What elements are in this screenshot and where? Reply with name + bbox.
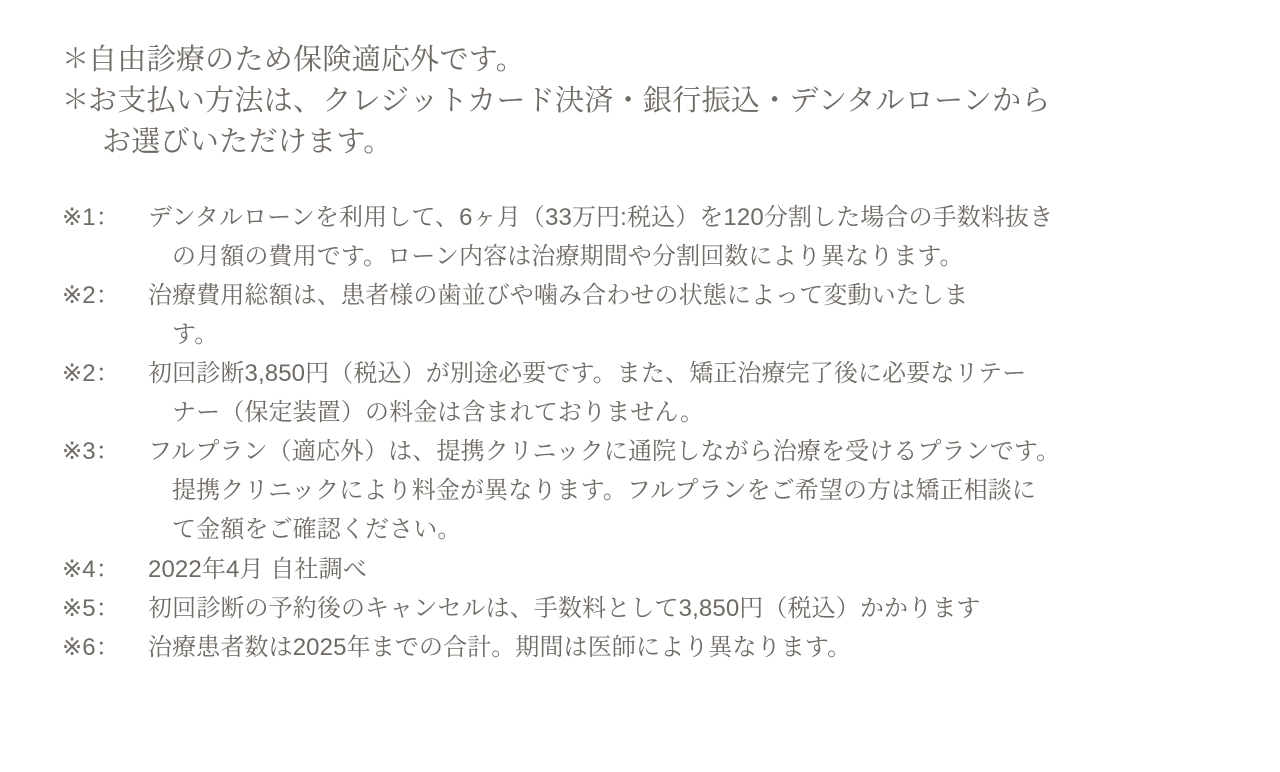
footnote-text	[148, 276, 1238, 354]
footnotes-group	[62, 198, 1238, 667]
footnote-row	[62, 550, 1238, 589]
footnote-text	[148, 550, 1238, 589]
top-note-body	[88, 40, 1238, 81]
footnote-line: 提携クリニックにより料金が異なります。フルプランをご希望の方は矯正相談に	[172, 477, 1036, 505]
footnote-label: ※6：	[62, 633, 120, 661]
footnote-line: 初回診断3,850円（税込）が別途必要です。また、矯正治療完了後に必要なリテー	[148, 359, 1027, 387]
top-note-line: お支払い方法は、クレジットカード決済・銀行振込・デンタルローンから	[88, 85, 1051, 118]
footnote-row	[62, 276, 1238, 354]
footnote-label: ※4：	[62, 555, 120, 583]
footnote-text	[148, 354, 1238, 432]
footnote-line: フルプラン（適応外）は、提携クリニックに通院しながら治療を受けるプランです。	[148, 438, 1061, 466]
footnote-line: 初回診断の予約後のキャンセルは、手数料として3,850円（税込）かかります	[148, 594, 981, 622]
top-note-line: お選びいただけます。	[102, 126, 393, 159]
footnote-line: ナー（保定装置）の料金は含まれておりません。	[172, 399, 705, 427]
footnote-text	[148, 198, 1238, 276]
footnote-row	[62, 198, 1238, 276]
footnote-row	[62, 628, 1238, 667]
footnote-label: ※5：	[62, 594, 120, 622]
asterisk-icon: ＊	[62, 85, 90, 116]
footnote-text	[148, 589, 1238, 628]
footnote-line: デンタルローンを利用して、6ヶ月（33万円:税込）を120分割した場合の手数料抜き	[148, 203, 1054, 231]
footnote-label: ※2：	[62, 281, 120, 309]
asterisk-icon: ＊	[62, 44, 90, 74]
top-note-line: 自由診療のため保険適応外です。	[88, 44, 526, 76]
footnote-line: 治療患者数は2025年までの合計。期間は医師により異なります。	[148, 633, 852, 661]
footnote-line: の月額の費用です。ローン内容は治療期間や分割回数により異なります。	[172, 242, 964, 270]
top-notes-group	[62, 40, 1238, 164]
footnote-text	[148, 628, 1238, 667]
footnote-line: 治療費用総額は、患者様の歯並びや噛み合わせの状態によって変動いたしま	[148, 281, 969, 309]
footnote-label: ※2：	[62, 359, 120, 387]
top-note	[62, 81, 1238, 163]
footnote-label: ※3：	[62, 438, 120, 466]
footnote-line: 2022年4月 自社調べ	[148, 555, 367, 583]
top-note	[62, 40, 1238, 81]
footnote-line: す。	[172, 320, 219, 348]
footnote-row	[62, 589, 1238, 628]
footnote-label: ※1：	[62, 203, 120, 231]
footnote-row	[62, 432, 1238, 549]
footnote-text	[148, 432, 1238, 549]
footnote-line: て金額をご確認ください。	[172, 516, 462, 544]
footnote-row	[62, 354, 1238, 432]
top-note-body	[88, 81, 1238, 163]
